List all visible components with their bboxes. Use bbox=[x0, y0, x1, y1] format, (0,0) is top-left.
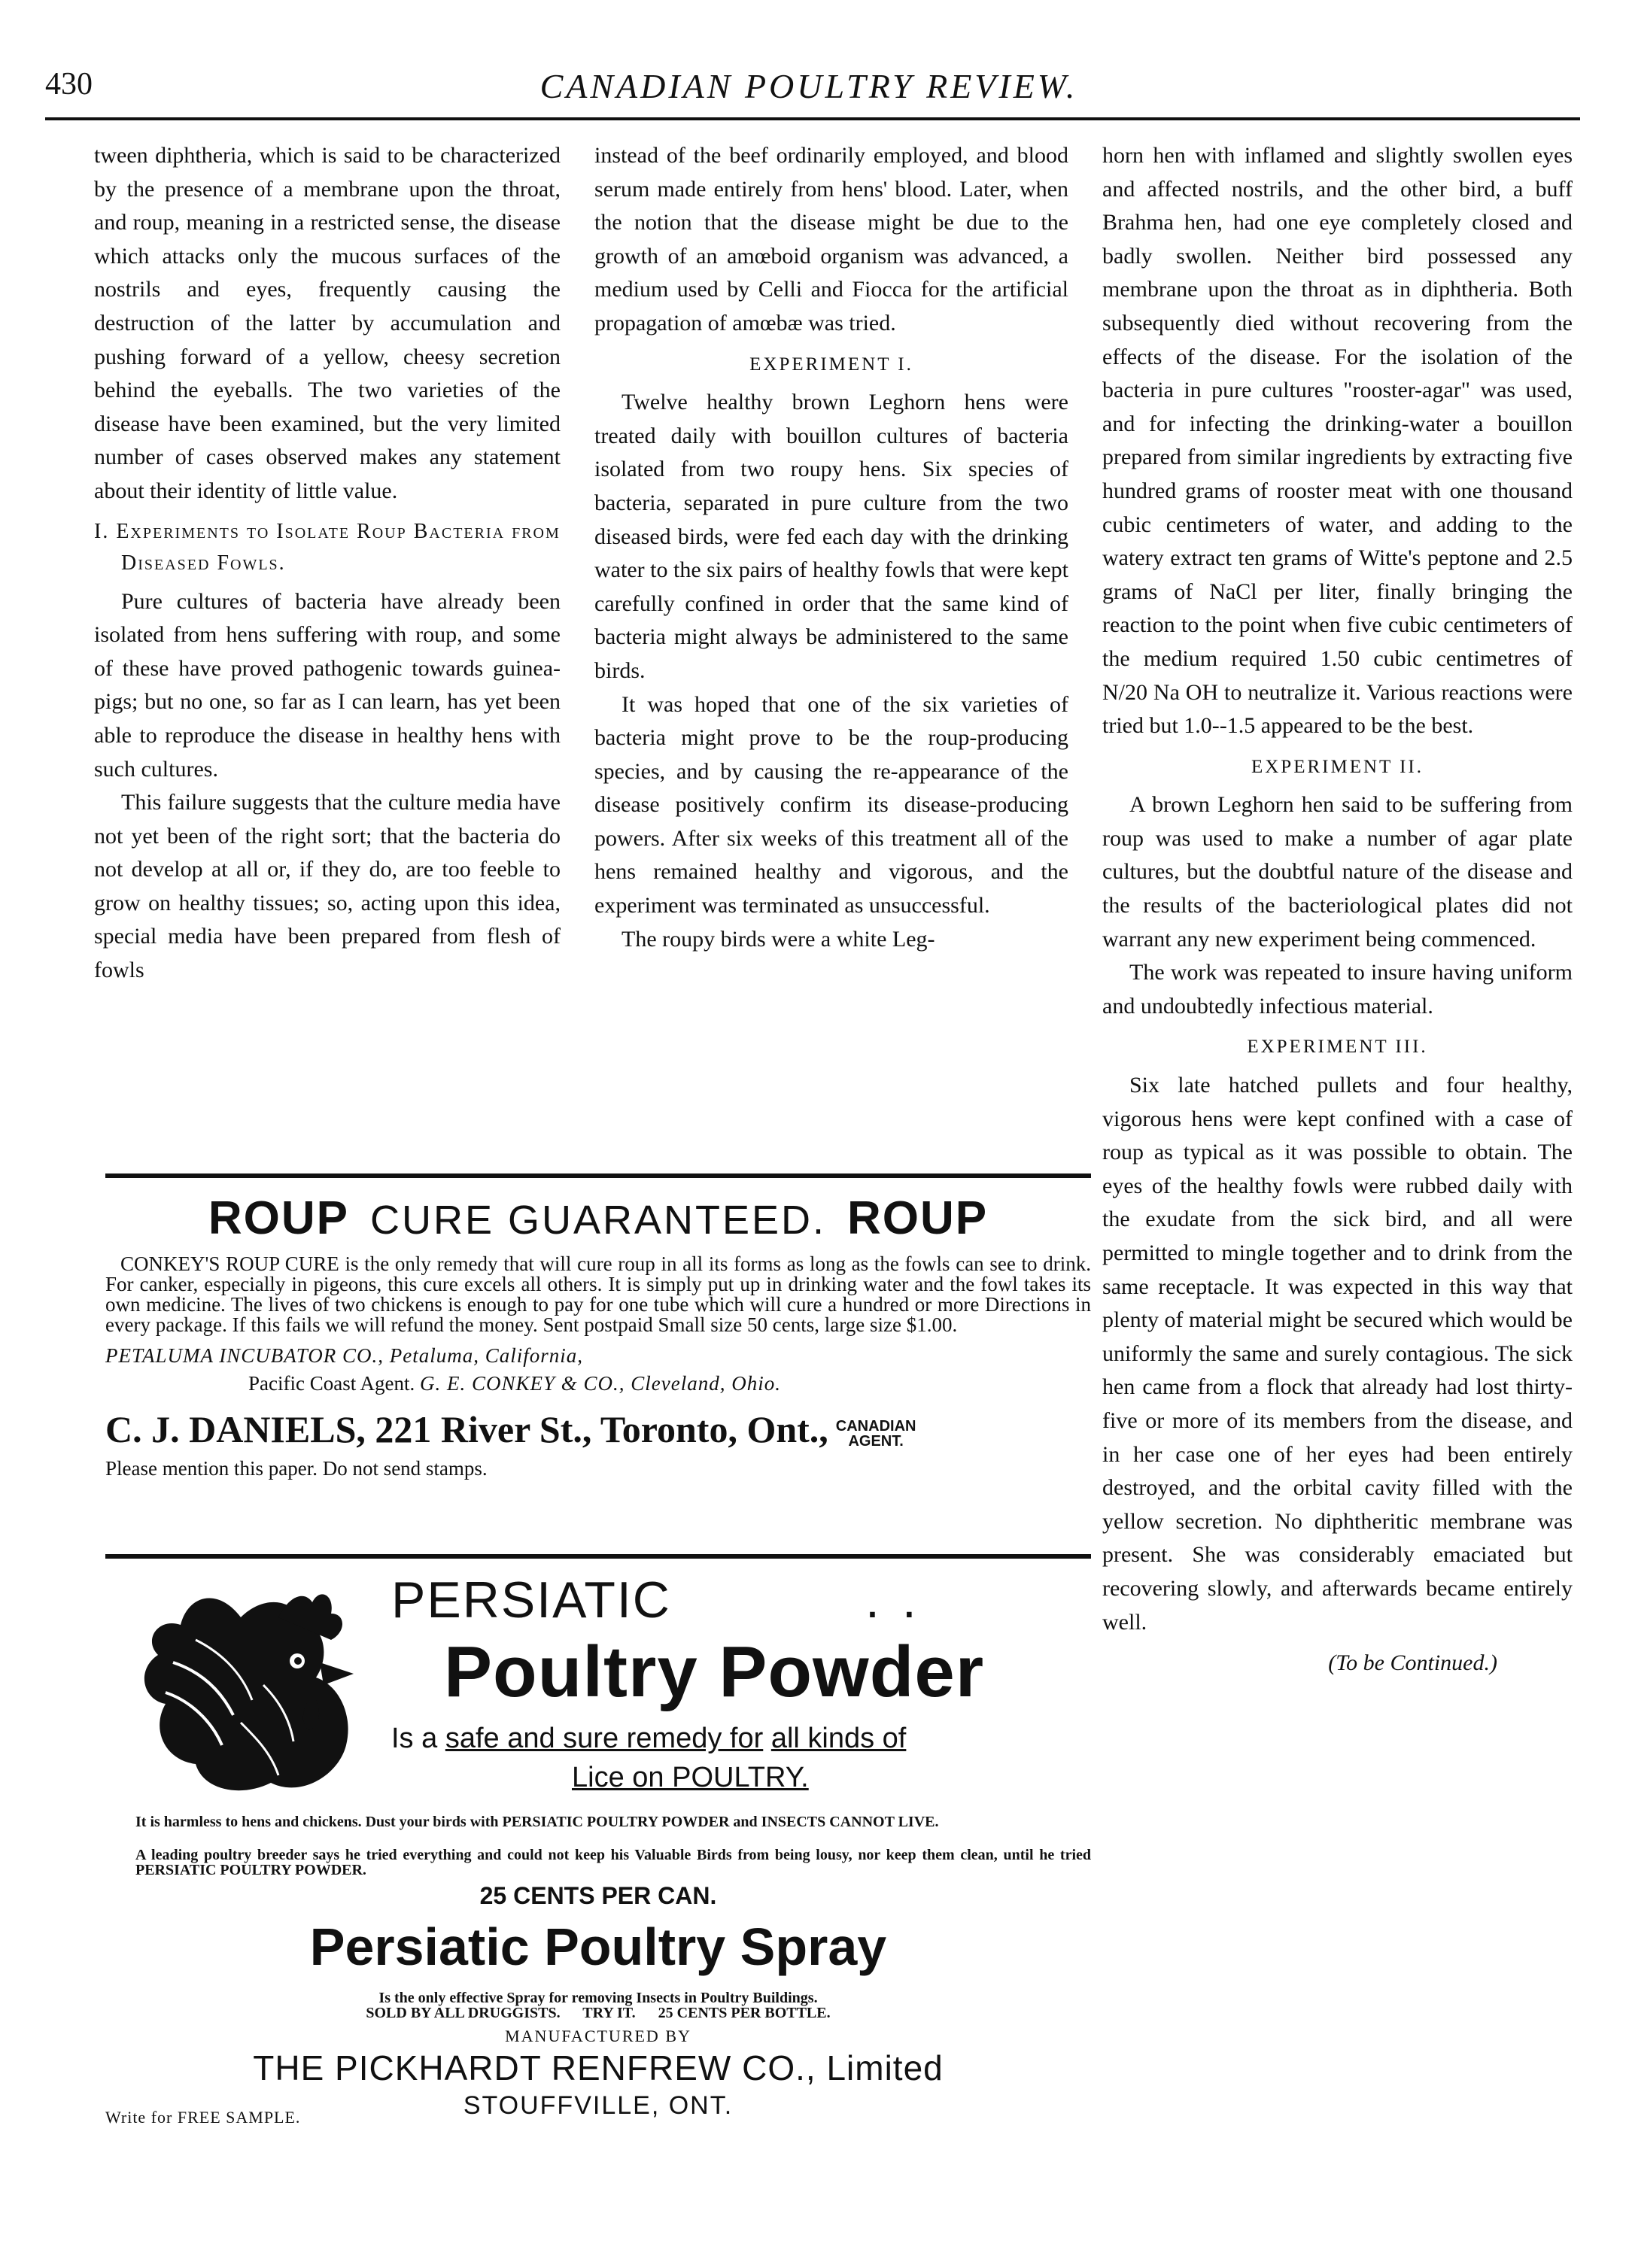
roup-word-right: ROUP bbox=[847, 1192, 989, 1244]
poultry-powder-title: Poultry Powder bbox=[444, 1632, 985, 1712]
roup-headline bbox=[105, 1192, 1091, 1245]
powder-price: 25 CENTS PER CAN. bbox=[479, 1882, 717, 1909]
column-3 bbox=[1102, 139, 1573, 1681]
experiment-1-title: EXPERIMENT I. bbox=[749, 354, 913, 375]
col2-paragraph-3: It was hoped that one of the six varieties of bacteria might prove to be the roup-producing species, and by causing the re-appearance of the disease positively confirm its disease-producing powers. After six weeks of this treatment all of the hens remained healthy and vigorous, and the experiment was terminated as unsuccessful. bbox=[594, 691, 1068, 918]
roup-ad-note: Please mention this paper. Do not send stamps. bbox=[105, 1457, 488, 1480]
header-rule bbox=[45, 117, 1580, 120]
col1-section-heading: I. Experiments to Isolate Roup Bacteria from Diseased Fowls. bbox=[94, 519, 561, 575]
ad-top-rule bbox=[105, 1173, 1091, 1178]
powder-tagline: Is a safe and sure remedy for all kinds of bbox=[391, 1723, 907, 1754]
company-name: THE PICKHARDT RENFREW CO., Limited bbox=[253, 2048, 944, 2087]
col2-paragraph-1: instead of the beef ordinarily employed, and blood serum made entirely from hens' blood. Later, when the notion that the disease might be due to the growth of an amœboid organism was advanced, a medium used by Celli and Fiocca for the artificial propagation of amœbæ was tried. bbox=[594, 143, 1068, 335]
spray-fine-print-2: SOLD BY ALL DRUGGISTS. TRY IT. 25 CENTS PER BOTTLE. bbox=[366, 2005, 831, 2021]
powder-fine-print-1: It is harmless to hens and chickens. Dust your birds with PERSIATIC POULTRY POWDER and INSECTS CANNOT LIVE. bbox=[135, 1814, 939, 1830]
roup-ad-agent-2: Pacific Coast Agent. G. E. CONKEY & CO., Cleveland, Ohio. bbox=[248, 1372, 781, 1395]
daniels-agent-line: C. J. DANIELS, 221 River St., Toronto, Ont., CANADIAN AGENT. bbox=[105, 1408, 916, 1450]
manufactured-by: MANUFACTURED BY bbox=[505, 2027, 691, 2045]
experiment-2-title: EXPERIMENT II. bbox=[1251, 756, 1424, 777]
col3-paragraph-1: horn hen with inflamed and slightly swollen eyes and affected nostrils, and the other bird, a buff Brahma hen, had one eye completely closed and badly swollen. Neither bird possessed any membrane upon the throat as in diphtheria. Both subsequently died without recovering from the effects of the disease. For the isolation of the bacteria in pure cultures "rooster-agar" was used, and for infecting the drinking-water a bouillon prepared from similar ingredients by extracting five hundred grams of rooster meat with one thousand cubic centimeters of water, and adding to the watery extract ten grams of Witte's peptone and 2.5 grams of NaCl per liter, finally bringing the reaction to the point when five cubic centimeters of the medium required 1.50 cubic centimetres of N/20 Na OH to neutralize it. Various reactions were tried but 1.0--1.5 appeared to be the best. bbox=[1102, 143, 1573, 739]
spray-fine-print-1: Is the only effective Spray for removing Insects in Poultry Buildings. bbox=[378, 1990, 818, 2006]
free-sample-note: Write for FREE SAMPLE. bbox=[105, 2108, 301, 2127]
roup-cure-ad bbox=[105, 1181, 1091, 1557]
page-number: 430 bbox=[45, 67, 93, 102]
col1-paragraph-1: tween diphtheria, which is said to be characterized by the presence of a membrane upon the throat, and roup, meaning in a restricted sense, the disease which attacks only the mucous surfaces of the nostrils and eyes, frequently causing the destruction of the latter by accumulation and pushing forward of a yellow, cheesy secretion behind the eyeballs. The two varieties of the disease have been examined, but the very limited number of cases observed makes any statement about their identity of little value. bbox=[94, 143, 561, 503]
powder-fine-print-2: A leading poultry breeder says he tried everything and could not keep his Valuable Birds from being lousy, nor keep them clean, until he tried PERSIATIC POULTRY POWDER. bbox=[135, 1847, 1091, 1878]
col1-paragraph-2: Pure cultures of bacteria have already been isolated from hens suffering with roup, and some of these have proved pathogenic towards guinea-pigs; but no one, so far as I can learn, has yet been able to reproduce the disease in healthy hens with such cultures. bbox=[94, 588, 561, 782]
persiatic-ad bbox=[105, 1565, 1091, 2127]
running-title: CANADIAN POULTRY REVIEW. bbox=[539, 67, 1078, 105]
col2-paragraph-2: Twelve healthy brown Leghorn hens were treated daily with bouillon cultures of bacteria isolated from two roupy hens. Six species of bacteria, separated in pure culture from the two diseased birds, were fed each day with the drinking water to the six pairs of healthy fowls that were kept carefully confined in order that the same kind of bacteria might always be administered to the same birds. bbox=[594, 390, 1068, 683]
to-be-continued: (To be Continued.) bbox=[1328, 1650, 1497, 1676]
poultry-spray-title: Persiatic Poultry Spray bbox=[309, 1917, 887, 1976]
brand-dots: .. bbox=[865, 1571, 939, 1629]
company-city: STOUFFVILLE, ONT. bbox=[463, 2091, 734, 2120]
roup-ad-body: CONKEY'S ROUP CURE is the only remedy that will cure roup in all its forms as long as the fowls can see to drink. For canker, especially in pigeons, this cure excels all others. It is simply put up in drinking water and the fowl takes its own medicine. The lives of two chickens is enough to pay for one tube which will cure a hundred or more Directions in every package. If this fails we will refund the money. Sent postpaid Small size 50 cents, large size $1.00. bbox=[105, 1252, 1091, 1336]
roup-headline-middle: CURE GUARANTEED. bbox=[369, 1198, 827, 1243]
roup-ad-agent-1: PETALUMA INCUBATOR CO., Petaluma, California, bbox=[105, 1344, 584, 1367]
col3-paragraph-4: Six late hatched pullets and four healthy, vigorous hens were kept confined with a case of roup as typical as it was possible to obtain. The eyes of the healthy fowls were rubbed daily with the exudate from the sick bird, and all were permitted to mingle together and to drink from the same receptacle. It was expected in this way that plenty of material might be secured which would be uniformly the same and surely contagious. The sick hen came from a flock that already had lost thirty-five or more of its members from the disease, and in her case one of her eyes had been entirely destroyed, and the orbital cavity filled with the yellow secretion. No diphtheritic membrane was present. She was considerably emaciated but recovering slowly, and afterwards became entirely well. bbox=[1102, 1073, 1573, 1635]
powder-tagline-lice: Lice on POULTRY. bbox=[572, 1762, 809, 1793]
canadian-agent-label: CANADIAN AGENT. bbox=[835, 1417, 916, 1450]
roup-word-left: ROUP bbox=[208, 1192, 349, 1244]
col1-paragraph-3: This failure suggests that the culture media have not yet been of the right sort; that the bacteria do not develop at all or, if they do, are too feeble to grow on healthy tissues; so, acting upon this idea, special media have been prepared from flesh of fowls bbox=[94, 790, 561, 983]
col3-paragraph-3: The work was repeated to insure having uniform and undoubtedly infectious material. bbox=[1102, 960, 1573, 1019]
rooster-illustration-icon bbox=[128, 1572, 354, 1805]
column-1 bbox=[94, 139, 561, 988]
page-header bbox=[45, 66, 1573, 111]
col2-paragraph-4: The roupy birds were a white Leg- bbox=[622, 926, 935, 952]
persiatic-brand: PERSIATIC bbox=[391, 1571, 671, 1629]
column-2 bbox=[594, 139, 1068, 956]
col3-paragraph-2: A brown Leghorn hen said to be suffering from roup was used to make a number of agar plate cultures, but the doubtful nature of the disease and the results of the bacteriological plates did not warrant any new experiment being commenced. bbox=[1102, 792, 1573, 952]
experiment-3-title: EXPERIMENT III. bbox=[1247, 1037, 1428, 1058]
